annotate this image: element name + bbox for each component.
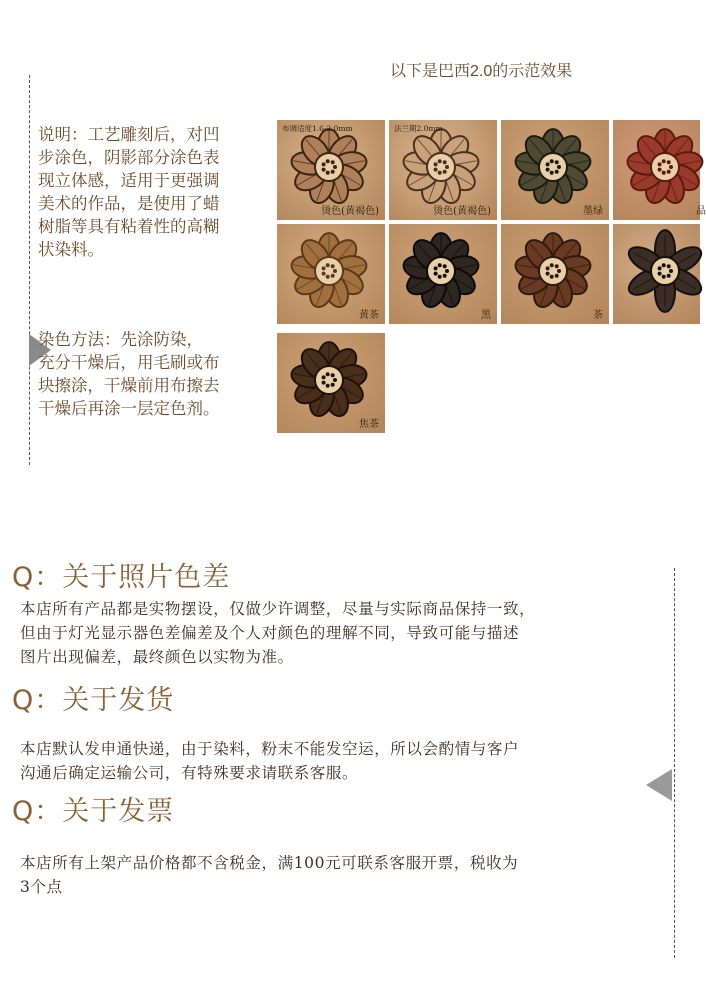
tile-label: 烫色(黄褐色) [433, 206, 491, 217]
flower-center [651, 153, 679, 181]
flower-stamen [667, 264, 671, 268]
faq-line: 3个点 [20, 878, 63, 896]
flower-stamen [438, 171, 442, 175]
flower-stamen [322, 266, 326, 270]
tile-label: 烫色(黄褐色) [321, 206, 379, 217]
sample-tile-5 [277, 224, 385, 324]
flower-stamen [669, 269, 673, 273]
flower-stamen [326, 263, 330, 267]
faq-line: 本店所有产品都是实物摆设，仅做少许调整，尽量与实际商品保持一致， [20, 600, 536, 618]
flower-stamen [434, 168, 438, 172]
flower-stamen [322, 381, 326, 385]
sample-tile-9 [277, 333, 385, 433]
flower-stamen [434, 162, 438, 166]
faq-body-color-difference [20, 597, 680, 669]
flower-stamen [555, 264, 559, 268]
sample-tile-6 [389, 224, 497, 324]
faq-title-color-difference: Q：关于照片色差 [12, 562, 231, 593]
desc-line: 树脂等具有粘着性的高糊 [38, 217, 220, 236]
flower-stamen [322, 272, 326, 276]
flower-stamen [438, 159, 442, 163]
flower-stamen [658, 266, 662, 270]
desc-line: 步涂色，阴影部分涂色表 [38, 148, 220, 167]
desc-line: 美术的作品，是使用了蜡 [38, 194, 220, 213]
flower-stamen [667, 274, 671, 278]
flower-stamen [662, 263, 666, 267]
flower-stamen [546, 272, 550, 276]
flower-stamen [331, 170, 335, 174]
flower-stamen [557, 165, 561, 169]
flower-stamen [546, 168, 550, 172]
flower-stamen [443, 160, 447, 164]
flower-stamen [555, 274, 559, 278]
flower-stamen [326, 372, 330, 376]
faq-body-invoice [20, 851, 680, 899]
sample-tile-1 [277, 120, 385, 220]
flower-stamen [550, 171, 554, 175]
faq-body-shipping [20, 737, 680, 785]
flower-stamen [550, 159, 554, 163]
sample-tile-7 [501, 224, 609, 324]
flower-stamen [333, 269, 337, 273]
flower-stamen [658, 162, 662, 166]
carved-flower-image [613, 224, 700, 324]
flower-stamen [322, 375, 326, 379]
flower-stamen [667, 160, 671, 164]
flower-stamen [326, 384, 330, 388]
tile-label: 黑 [481, 310, 491, 321]
faq-line: 但由于灯光显示器色差偏差及个人对颜色的理解不同，导致可能与描述 [20, 624, 520, 642]
flower-center [427, 153, 455, 181]
flower-stamen [445, 269, 449, 273]
flower-stamen [434, 266, 438, 270]
flower-stamen [445, 165, 449, 169]
description-paragraph-2 [38, 328, 263, 420]
flower-stamen [331, 373, 335, 377]
flower-stamen [557, 269, 561, 273]
flower-stamen [331, 274, 335, 278]
sample-tile-3 [501, 120, 609, 220]
flower-stamen [443, 264, 447, 268]
faq-title-invoice: Q：关于发票 [12, 796, 175, 827]
desc-line: 说明：工艺雕刻后，对凹 [38, 125, 220, 144]
flower-stamen [434, 272, 438, 276]
flower-stamen [550, 263, 554, 267]
flower-stamen [331, 160, 335, 164]
flower-stamen [555, 160, 559, 164]
sample-tile-2 [389, 120, 497, 220]
tile-label: 黄茶 [359, 310, 379, 321]
flower-stamen [333, 165, 337, 169]
desc-line: 状染料。 [38, 240, 104, 259]
carved-flower-image [613, 120, 700, 220]
flower-stamen [658, 168, 662, 172]
faq-line: 图片出现偏差，最终颜色以实物为准。 [20, 648, 294, 666]
faq-line: 本店所有上架产品价格都不含税金，满100元可联系客服开票，税收为 [20, 854, 519, 872]
tile-corner-text: 布调适度1.6-2.0mm [282, 124, 353, 133]
flower-stamen [662, 275, 666, 279]
flower-center [315, 153, 343, 181]
flower-stamen [331, 264, 335, 268]
flower-stamen [326, 275, 330, 279]
flower-stamen [326, 171, 330, 175]
flower-center [427, 257, 455, 285]
sample-tile-8 [613, 224, 700, 324]
flower-stamen [662, 159, 666, 163]
flower-center [315, 257, 343, 285]
flower-stamen [658, 272, 662, 276]
flower-stamen [322, 162, 326, 166]
desc-line: 充分干燥后，用毛刷或布 [38, 353, 220, 372]
tile-corner-text: 法兰期2.0mm [394, 124, 443, 133]
tile-label: 焦茶 [359, 419, 379, 430]
desc-line: 现立体感，适用于更强调 [38, 171, 220, 190]
desc-line: 染色方法：先涂防染， [38, 330, 203, 349]
flower-stamen [438, 263, 442, 267]
flower-center [539, 257, 567, 285]
flower-center [315, 366, 343, 394]
desc-line: 干燥后再涂一层定色剂。 [38, 399, 220, 418]
tile-label: 墨绿 [583, 206, 603, 217]
tile-label: 品 [696, 206, 706, 217]
dashed-divider-left [29, 75, 30, 465]
flower-stamen [443, 170, 447, 174]
faq-title-shipping: Q：关于发货 [12, 685, 175, 716]
flower-stamen [546, 162, 550, 166]
flower-stamen [333, 378, 337, 382]
flower-stamen [546, 266, 550, 270]
flower-stamen [322, 168, 326, 172]
desc-line: 块擦涂，干燥前用布擦去 [38, 376, 220, 395]
faq-line: 沟通后确定运输公司，有特殊要求请联系客服。 [20, 764, 359, 782]
flower-stamen [667, 170, 671, 174]
flower-stamen [443, 274, 447, 278]
description-paragraph-1 [38, 123, 263, 261]
faq-line: 本店默认发申通快递，由于染料，粉末不能发空运，所以会酌情与客户 [20, 740, 520, 758]
flower-stamen [662, 171, 666, 175]
flower-stamen [438, 275, 442, 279]
flower-stamen [555, 170, 559, 174]
demo-title: 以下是巴西2.0的示范效果 [390, 63, 573, 80]
flower-center [539, 153, 567, 181]
sample-tile-4 [613, 120, 706, 220]
flower-stamen [669, 165, 673, 169]
flower-center [651, 257, 679, 285]
tile-label: 茶 [593, 310, 603, 321]
flower-stamen [326, 159, 330, 163]
flower-stamen [331, 383, 335, 387]
flower-stamen [550, 275, 554, 279]
